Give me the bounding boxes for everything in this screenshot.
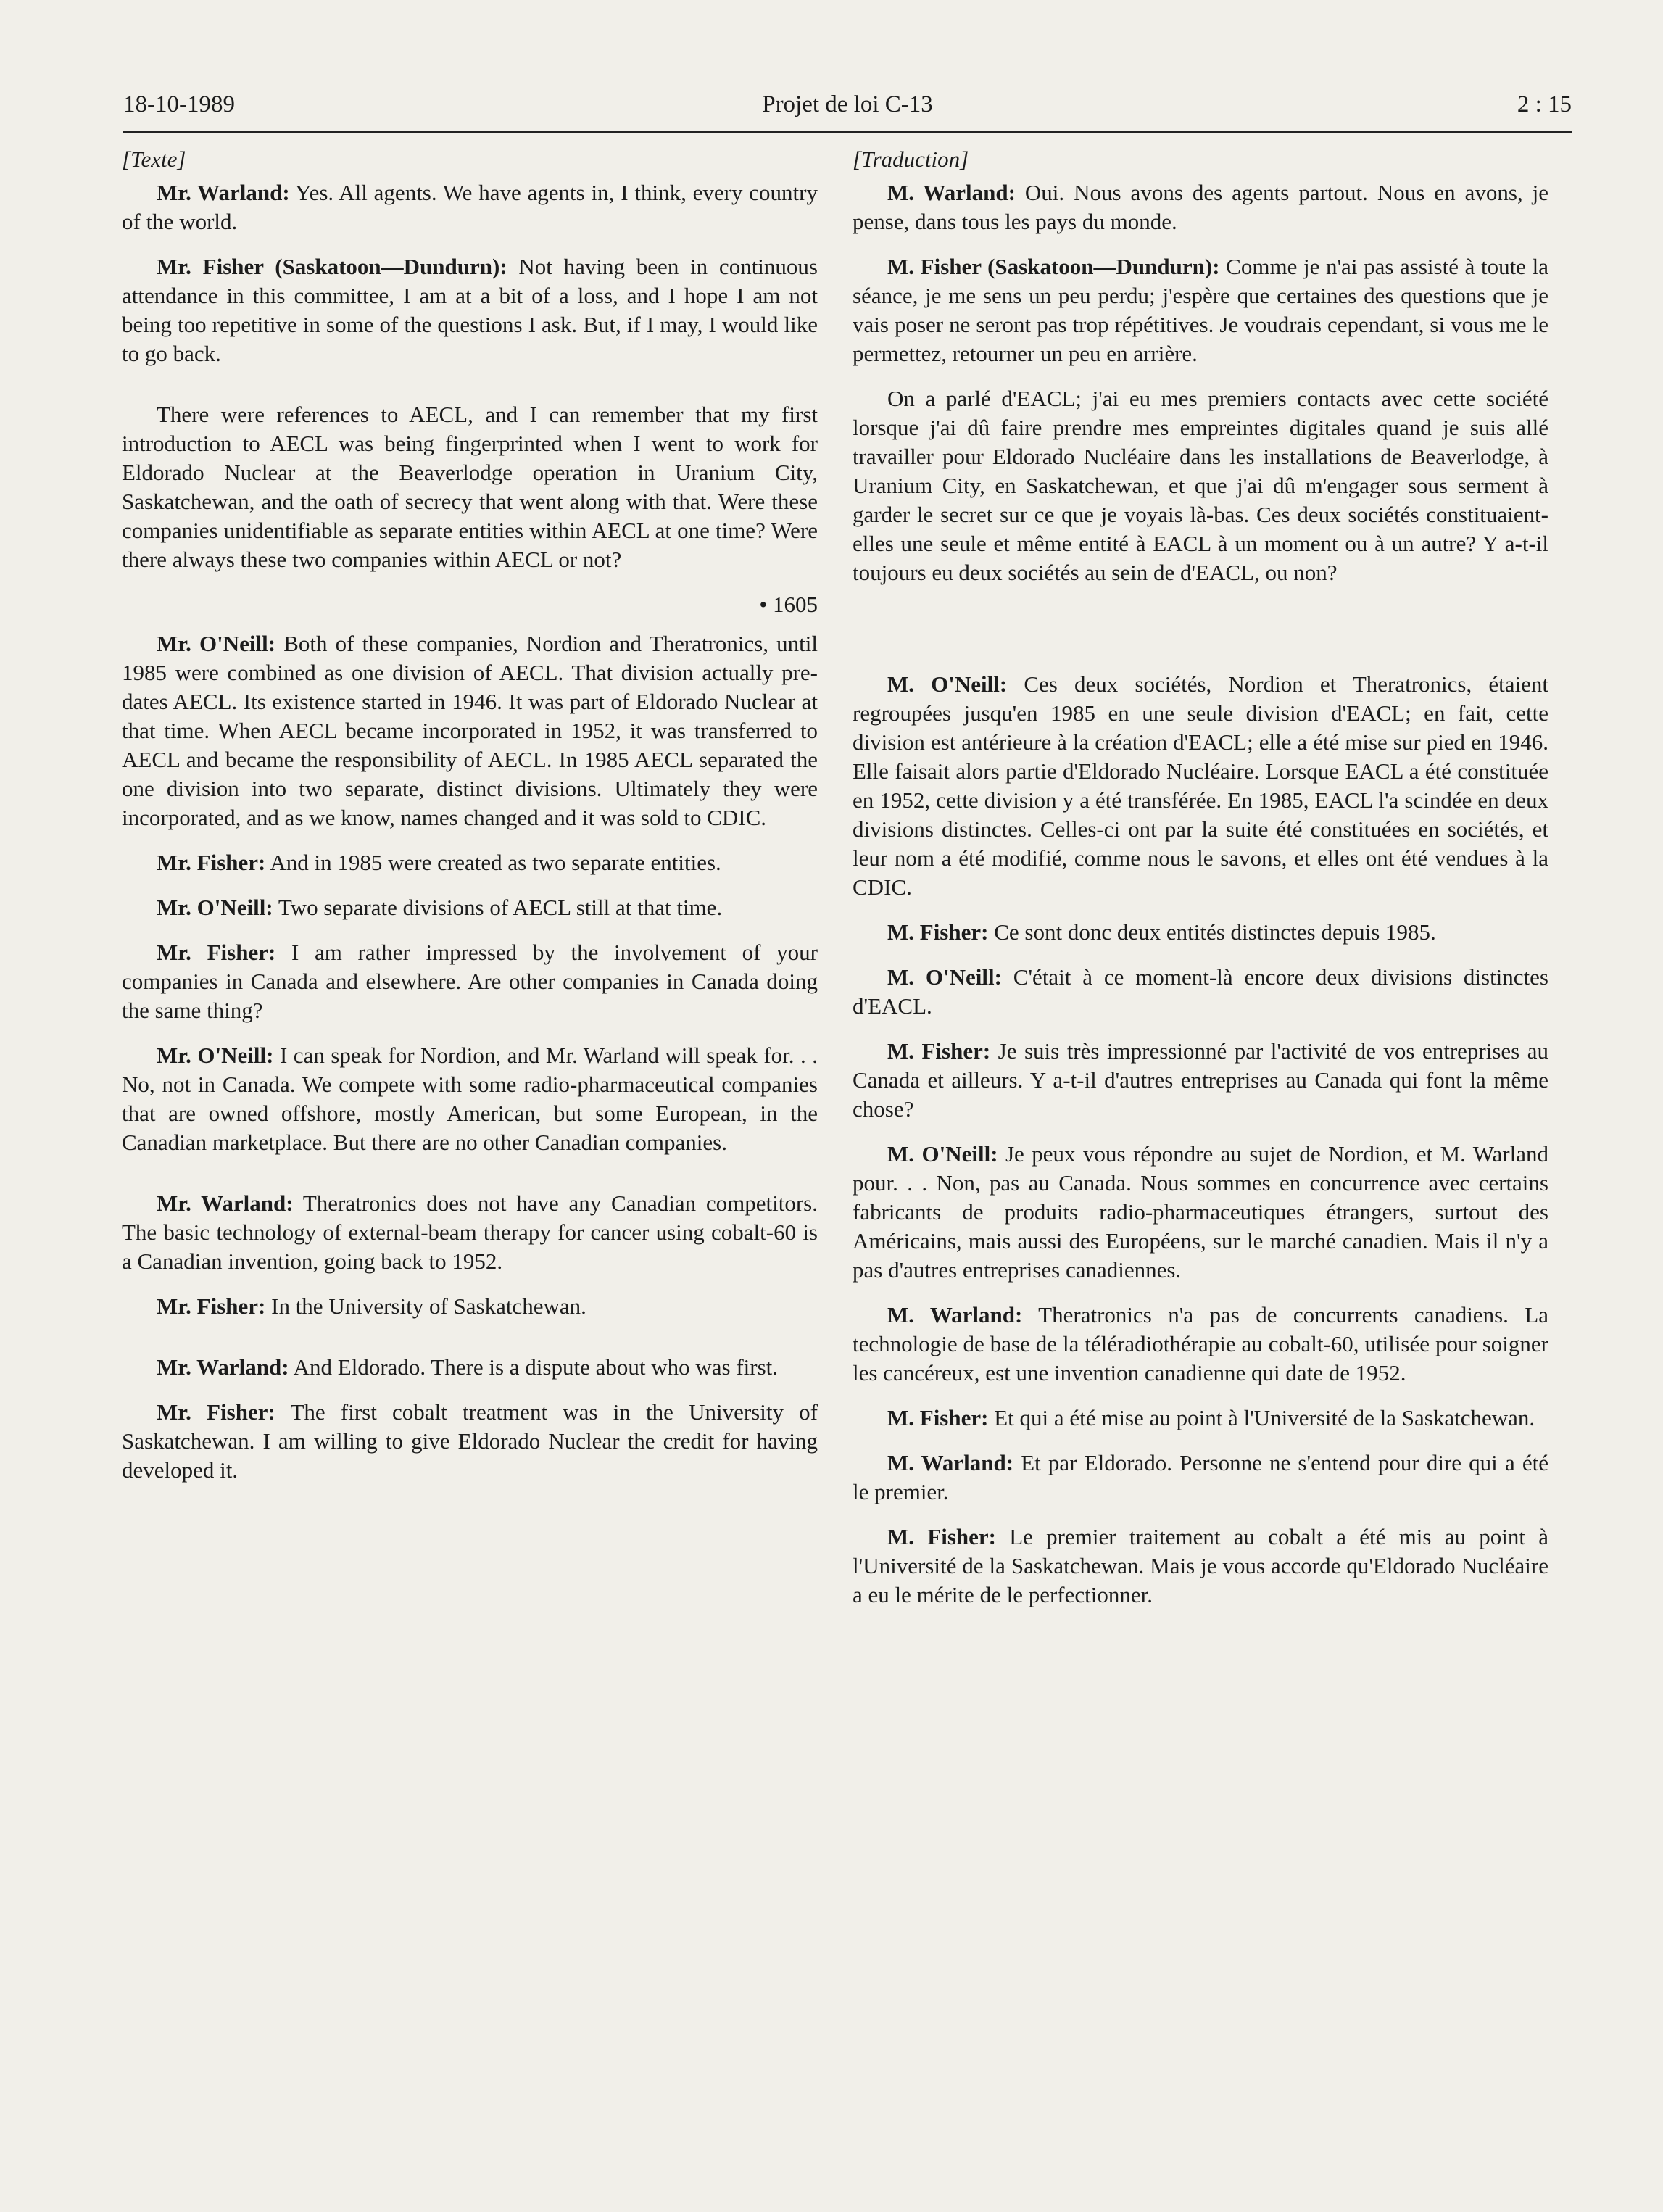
speaker-name: M. O'Neill: — [887, 671, 1008, 697]
speech-text: Et par Eldorado. Personne ne s'entend pour dire qui a été le premier. — [853, 1450, 1548, 1504]
transcript-paragraph — [853, 963, 1548, 1021]
transcript-paragraph — [122, 938, 818, 1025]
speaker-name: M. Warland: — [887, 1450, 1014, 1475]
transcript-paragraph — [853, 384, 1548, 587]
speech-text: The first cobalt treatment was in the University of Saskatchewan. I am willing to give Eldorado Nuclear the credit for having developed it. — [122, 1399, 818, 1483]
transcript-paragraph — [853, 252, 1548, 368]
transcript-paragraph — [122, 1292, 818, 1321]
timestamp-marker: • 1605 — [759, 592, 818, 617]
speech-text: Both of these companies, Nordion and Theratronics, until 1985 were combined as one division of AECL. That division actually pre-dates AECL. Its existence started in 1946. It was part of Eldorado Nuclear at that time. When AECL became incorporated in 1952, it was transferred to AECL and became the responsibility of AECL. In 1985 AECL separated the one division into two separate, distinct divisions. Ultimately they were incorporated, and as we know, names changed and it was sold to CDIC. — [122, 631, 818, 830]
header-date: 18-10-1989 — [123, 91, 235, 117]
speaker-name: Mr. Fisher: — [157, 1293, 266, 1319]
speaker-name: Mr. Fisher: — [157, 850, 266, 875]
header-page-number: 2 : 15 — [1517, 91, 1572, 117]
speech-text: Theratronics n'a pas de concurrents canadiens. La technologie de base de la téléradiothérapie au cobalt-60, utilisée pour soigner les cancéreux, est une invention canadienne qui date de 1952. — [853, 1302, 1548, 1385]
speech-text: I am rather impressed by the involvement of your companies in Canada and elsewhere. Are other companies in Canada doing the same thing? — [122, 940, 818, 1023]
transcript-paragraph — [122, 1041, 818, 1157]
speaker-name: Mr. O'Neill: — [157, 895, 273, 920]
speech-text: Ce sont donc deux entités distinctes depuis 1985. — [988, 919, 1436, 945]
french-column — [853, 145, 1548, 1625]
transcript-paragraph — [853, 1449, 1548, 1507]
transcript-paragraph — [853, 1523, 1548, 1610]
transcript-paragraph — [853, 670, 1548, 902]
speech-text: Je peux vous répondre au sujet de Nordion, et M. Warland pour. . . Non, pas au Canada. Nous sommes en concurrence avec certains fabricants de produits radio-pharmaceutiques étrangers, surtout des Américains, mais aussi des Européens, sur le marché canadien. Mais il n'y a pas d'autres entreprises canadiennes. — [853, 1141, 1548, 1283]
transcript-paragraph — [122, 1189, 818, 1276]
speaker-name: Mr. O'Neill: — [157, 631, 276, 656]
transcript-paragraph — [853, 1404, 1548, 1433]
speaker-name: M. O'Neill: — [887, 964, 1002, 990]
transcript-paragraph — [853, 1037, 1548, 1124]
speaker-name: Mr. Fisher: — [157, 940, 276, 965]
speech-text: And in 1985 were created as two separate entities. — [265, 850, 721, 875]
speech-text: Theratronics does not have any Canadian competitors. The basic technology of external-beam therapy for cancer using cobalt-60 is a Canadian invention, going back to 1952. — [122, 1190, 818, 1274]
speaker-name: M. Fisher: — [887, 1524, 996, 1549]
speech-text: Le premier traitement au cobalt a été mis au point à l'Université de la Saskatchewan. Mais je vous accorde qu'Eldorado Nucléaire a eu le mérite de le perfectionner. — [853, 1524, 1548, 1607]
speaker-name: M. Fisher (Saskatoon—Dundurn): — [887, 254, 1220, 279]
speech-text: There were references to AECL, and I can remember that my first introduction to AECL was being fingerprinted when I went to work for Eldorado Nuclear at the Beaverlodge operation in Uranium City, Saskatchewan, and the oath of secrecy that went along with that. Were these companies unidentifiable as separate entities within AECL at one time? Were there always these two companies within AECL or not? — [122, 402, 818, 572]
speaker-name: Mr. Warland: — [157, 1354, 289, 1380]
speech-text: Comme je n'ai pas assisté à toute la séance, je me sens un peu perdu; j'espère que certaines des questions que je vais poser ne seront pas trop répétitives. Je voudrais cependant, si vous me le permettez, retourner un peu en arrière. — [853, 254, 1548, 366]
speech-text: Oui. Nous avons des agents partout. Nous en avons, je pense, dans tous les pays du monde. — [853, 180, 1548, 234]
speech-text: Et qui a été mise au point à l'Université de la Saskatchewan. — [988, 1405, 1535, 1430]
transcript-paragraph — [853, 1301, 1548, 1388]
speech-text: Je suis très impressionné par l'activité de vos entreprises au Canada et ailleurs. Y a-t-il d'autres entreprises au Canada qui font la même chose? — [853, 1038, 1548, 1122]
transcript-paragraph — [122, 252, 818, 368]
speaker-name: Mr. O'Neill: — [157, 1043, 274, 1068]
english-column — [122, 145, 818, 1501]
speech-text: Yes. All agents. We have agents in, I think, every country of the world. — [122, 180, 818, 234]
section-label-texte: [Texte] — [122, 146, 186, 172]
transcript-paragraph — [122, 629, 818, 832]
speech-text: Ces deux sociétés, Nordion et Theratronics, étaient regroupées jusqu'en 1985 en une seule division d'EACL; en fait, cette division est antérieure à la création d'EACL; elle a été mise sur pied en 1946. Elle faisait alors partie d'Eldorado Nucléaire. Lorsque EACL a été constituée en 1952, cette division y a été transférée. En 1985, EACL l'a scindée en deux divisions distinctes. Celles-ci ont par la suite été constituées en sociétés, et leur nom a été modifié, comme nous le savons, et elles ont été vendues à la CDIC. — [853, 671, 1548, 900]
speaker-name: Mr. Fisher: — [157, 1399, 275, 1425]
section-label-traduction: [Traduction] — [853, 146, 969, 172]
page-header — [123, 86, 1572, 133]
speaker-name: Mr. Warland: — [157, 1190, 294, 1216]
transcript-paragraph — [853, 1140, 1548, 1285]
speech-text: And Eldorado. There is a dispute about who was first. — [289, 1354, 779, 1380]
speaker-name: M. Fisher: — [887, 1405, 989, 1430]
speaker-name: M. Fisher: — [887, 919, 989, 945]
transcript-paragraph — [122, 1353, 818, 1382]
speaker-name: M. Warland: — [887, 180, 1016, 205]
speech-text: I can speak for Nordion, and Mr. Warland will speak for. . . No, not in Canada. We compete with some radio-pharmaceutical companies that are owned offshore, mostly American, but some European, in the Canadian marketplace. But there are no other Canadian companies. — [122, 1043, 818, 1155]
transcript-paragraph — [853, 178, 1548, 236]
speech-text: On a parlé d'EACL; j'ai eu mes premiers contacts avec cette société lorsque j'ai dû faire prendre mes empreintes digitales quand je suis allé travailler pour Eldorado Nucléaire dans les installations de Beaverlodge, à Uranium City, en Saskatchewan, et que j'ai dû m'engager sous serment à garder le secret sur ce que je voyais là-bas. Ces deux sociétés constituaient-elles une seule et même entité à EACL à un moment ou à un autre? Y a-t-il toujours eu deux sociétés au sein de d'EACL, ou non? — [853, 386, 1548, 585]
speech-text: Two separate divisions of AECL still at that time. — [273, 895, 723, 920]
transcript-paragraph — [122, 178, 818, 236]
speech-text: In the University of Saskatchewan. — [265, 1293, 586, 1319]
transcript-paragraph — [122, 400, 818, 574]
speaker-name: M. Warland: — [887, 1302, 1023, 1327]
transcript-paragraph — [122, 848, 818, 877]
transcript-paragraph — [122, 1398, 818, 1485]
speaker-name: Mr. Warland: — [157, 180, 290, 205]
header-title: Projet de loi C-13 — [762, 91, 933, 117]
speaker-name: M. Fisher: — [887, 1038, 991, 1064]
speaker-name: M. O'Neill: — [887, 1141, 998, 1167]
transcript-paragraph — [853, 918, 1548, 947]
transcript-paragraph — [122, 893, 818, 922]
speech-text: C'était à ce moment-là encore deux divisions distinctes d'EACL. — [853, 964, 1548, 1019]
speaker-name: Mr. Fisher (Saskatoon—Dundurn): — [157, 254, 507, 279]
speech-text: Not having been in continuous attendance in this committee, I am at a bit of a loss, and I hope I am not being too repetitive in some of the questions I ask. But, if I may, I would like to go back. — [122, 254, 818, 366]
